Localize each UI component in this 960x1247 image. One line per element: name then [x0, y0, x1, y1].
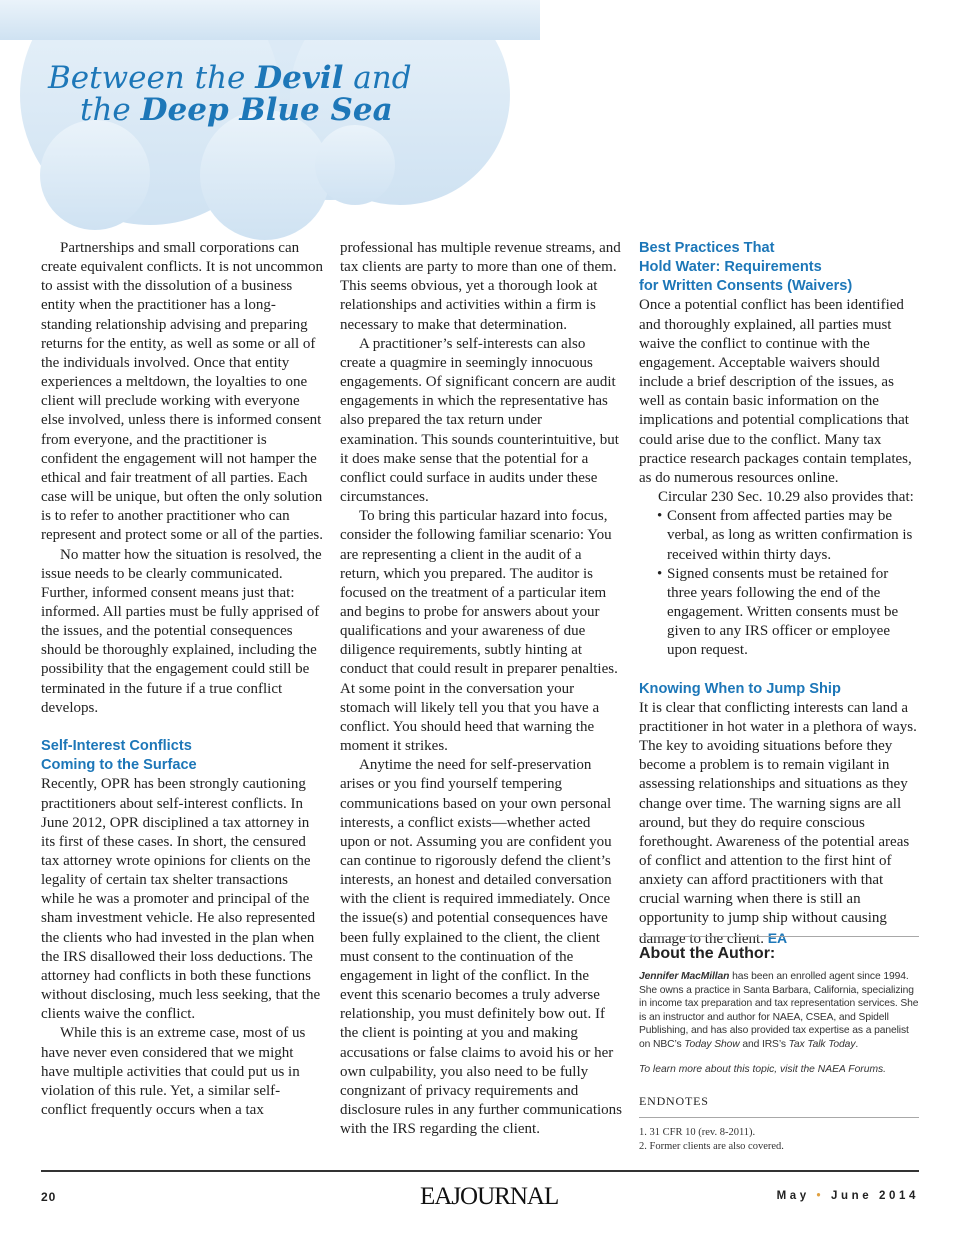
paragraph: Recently, OPR has been strongly cautioning practitioners about self-interest conflicts. In June 2012, OPR disciplined a tax attorney in its first of these cases. In short, the censured tax attorney wrote opinions for clients on the legality of certain tax shelter transactions while he was a promoter and principal of the sham investment vehicle. He also represented the clients who had invested in the plan when the IRS disallowed their loss deductions. The attorney had conflicts in both these functions without disclosing, much less seeking, that the clients waive the conflict. — [41, 776, 321, 1023]
paragraph: To bring this particular hazard into focus, consider the following familiar scenario: You are representing a client in the audit of a return, which you prepared. The auditor is focused on the treatment of a particular item and begins to probe for answers about your qualifications and your awareness of due diligence requirements, subtly hinting at conduct that could result in preparer penalties. At some point in the conversation your stomach will likely tell you that you have a conflict. You should heed that warning the moment it strikes. — [340, 508, 618, 755]
article-title-line1: Between the Devil and — [48, 60, 412, 96]
page-number: 20 — [41, 1190, 57, 1204]
paragraph: No matter how the situation is resolved, the issue needs to be clearly communicated. Further, informed consent means just that: informed. All parties must be fully apprised of the issues, and the potential consequences should be thoroughly explained, including the possibility that the engagement could still be terminated in the future if a true conflict develops. — [41, 546, 322, 716]
issue-date: May • June 2014 — [776, 1190, 919, 1202]
separator-dot: • — [816, 1190, 825, 1202]
endnotes-list — [639, 1126, 919, 1153]
author-bio: Jennifer MacMillan has been an enrolled agent since 1994. She owns a practice in Santa Barbara, California, specializing in income tax preparation and tax representation services. She is an instructor and author for NAEA, CSEA, and Spidell Publishing, and has also provided tax expertise as a panelist on NBC’s Today Show and IRS’s Tax Talk Today. — [639, 971, 919, 1050]
bullet-list — [639, 507, 921, 660]
end-mark: EA — [767, 929, 788, 946]
column-3 — [639, 239, 921, 949]
paragraph: A practitioner’s self-interests can also create a quagmire in seemingly innocuous engagements. Of significant concern are audit engagements in which the representative has also prepared the tax return under examination. This sounds counterintuitive, but it does make sense that the potential for a conflict could surface in audits under these circumstances. — [340, 335, 619, 506]
list-item: • Signed consents must be retained for three years following the end of the engagement. Written consents must be given to any IRS officer or employee upon request. — [667, 565, 921, 661]
author-box — [639, 936, 919, 1153]
endnote: 2. Former clients are also covered. — [639, 1140, 784, 1152]
section-heading-self-interest: Self-Interest Conflicts Coming to the Surface — [41, 738, 197, 774]
column-1 — [41, 239, 323, 1120]
article-title-line2: the Deep Blue Sea — [80, 92, 393, 128]
paragraph: While this is an extreme case, most of us have never even considered that we might have multiple activities that could put us in violation of this rule. Yet, a similar self-conflict frequently occurs when a tax — [41, 1025, 306, 1119]
endnote: 1. 31 CFR 10 (rev. 8-2011). — [639, 1127, 756, 1138]
paragraph: Anytime the need for self-preservation arises or you find yourself tempering communications based on your own personal interests, a conflict exists—whether acted upon or not. Assuming you are confident you can continue to rigorously defend the client’s interests, an honest and detailed conversation with the client is required immediately. Once the issue(s) and potential consequences have been fully explained to the client, the client must consent to the continuation of the engagement in light of the conflict. In the event this scenario becomes a truly adverse relationship, you must definitely bow out. If the client is pointing at you and making accusations or false claims to avoid his or her own culpability, you also need to be fully congnizant of privacy requirements and disclosure rules in any further communications with the IRS regarding the client. — [340, 757, 623, 1138]
paragraph: Once a potential conflict has been identified and thoroughly explained, all parties must waive the conflict to continue with the engagement. Acceptable waivers should include a brief description of the issues, as well as contain basic information on the implications and potential complications that could arise due to the conflict. Many tax practice research packages contain templates, as do numerous resources online. — [639, 297, 912, 486]
column-2 — [340, 239, 622, 1139]
list-item: • Consent from affected parties may be verbal, as long as written confirmation is received within thirty days. — [667, 507, 921, 564]
journal-logo: EAJOURNAL — [420, 1183, 559, 1210]
paragraph: It is clear that conflicting interests can land a practitioner in hot water in a plethora of ways. The key to avoiding situations before they become a problem is to remain vigilant in assessing relationships and situations as they change over time. The warning signs are all around, but they do require conscious forethought. Awareness of the potential areas of conflict and attention to the first hint of anxiety can afford practitioners with that crucial warning when there is still an opportunity to jump ship without causing damage to the client. EA — [639, 699, 917, 947]
endnotes-title: ENDNOTES — [639, 1094, 919, 1118]
section-heading-jump-ship: Knowing When to Jump Ship — [639, 680, 841, 697]
paragraph: Circular 230 Sec. 10.29 also provides that: — [658, 489, 914, 506]
section-heading-best-practices: Best Practices That Hold Water: Requirements for Written Consents (Waivers) — [639, 240, 853, 295]
paragraph: Partnerships and small corporations can create equivalent conflicts. It is not uncommon to assist with the dissolution of a business entity when the practitioner has a long-standing relationship advising and preparing returns for the entity, as well as some or all of the individuals involved. Once that entity experiences a meltdown, the loyalties to one client will preclude working with everyone else involved, unless there is informed consent from everyone, and the practitioner is confident the engagement will not hamper the ethical and fair treatment of all parties. Each case will be unique, but often the only solution is to refer to another practitioner who can represent and protect some or all of the parties. — [41, 240, 323, 544]
footer-divider — [41, 1170, 919, 1172]
paragraph: professional has multiple revenue streams, and tax clients are party to more than one of them. This seems obvious, yet a thorough look at relationships and activities within a firm is necessary to make that determination. — [340, 240, 621, 333]
forums-note: To learn more about this topic, visit the NAEA Forums. — [639, 1064, 887, 1075]
author-heading: About the Author: — [639, 945, 776, 962]
